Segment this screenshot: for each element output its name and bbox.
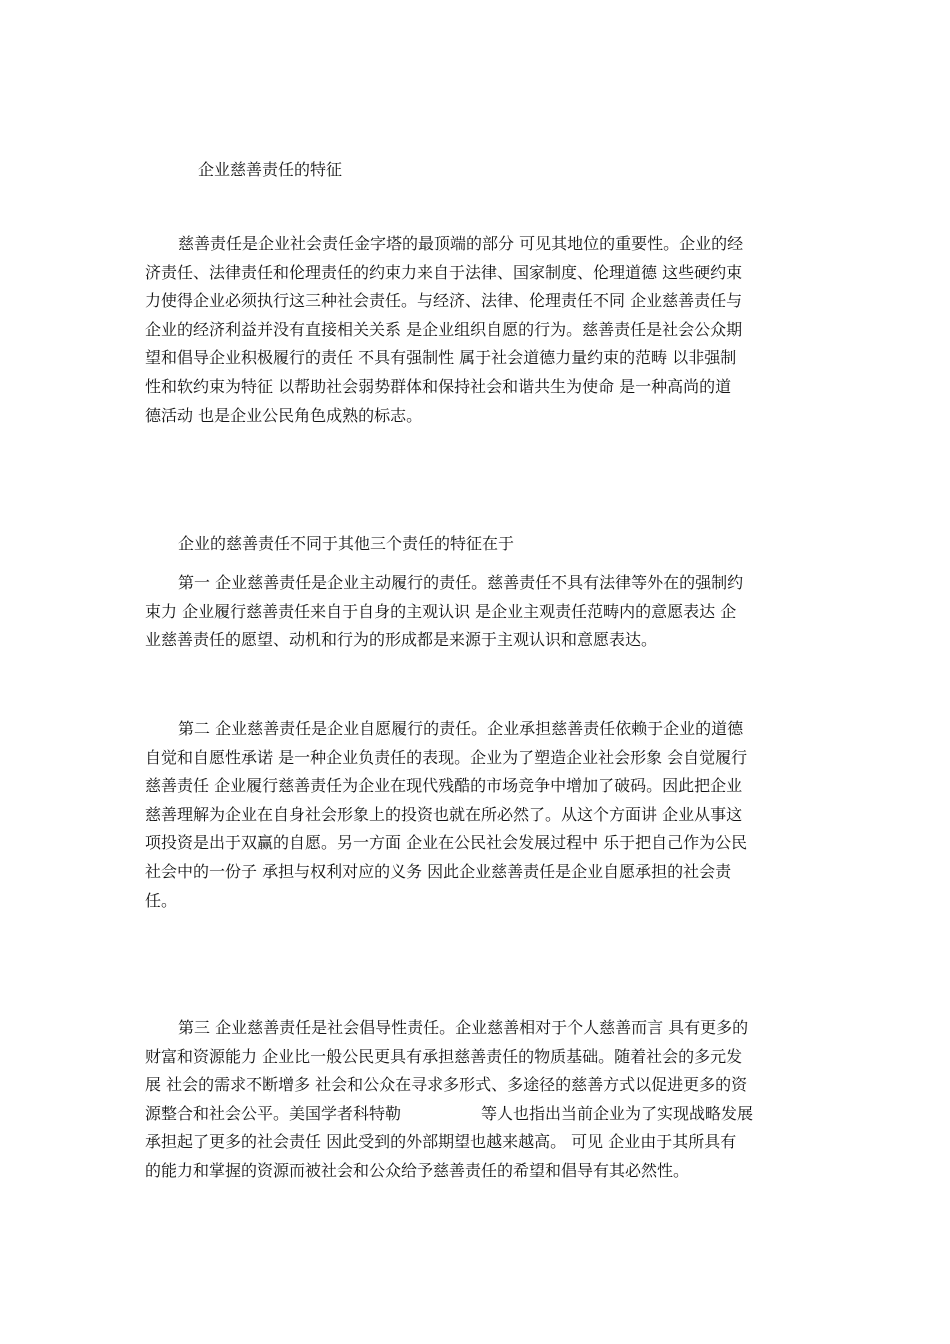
- paragraph-line: 慈善责任 企业履行慈善责任为企业在现代残酷的市场竞争中增加了破码。因此把企业: [145, 776, 743, 796]
- paragraph-2: [145, 569, 811, 655]
- paragraph-line: 任。: [145, 890, 178, 910]
- paragraph-line: 望和倡导企业积极履行的责任 不具有强制性 属于社会道德力量约束的范畴 以非强制: [145, 348, 737, 368]
- paragraph-line: 自觉和自愿性承诺 是一种企业负责任的表现。企业为了塑造企业社会形象 会自觉履行: [145, 747, 748, 767]
- paragraph-line: 财富和资源能力 企业比一般公民更具有承担慈善责任的物质基础。随着社会的多元发: [145, 1046, 743, 1066]
- paragraph-line: 慈善责任是企业社会责任金字塔的最顶端的部分 可见其地位的重要性。企业的经: [178, 234, 744, 253]
- paragraph-line: 企业的慈善责任不同于其他三个责任的特征在于: [178, 534, 515, 553]
- paragraph-line: 社会中的一份子 承担与权利对应的义务 因此企业慈善责任是企业自愿承担的社会责: [145, 861, 732, 881]
- paragraph-1: [145, 230, 811, 430]
- paragraph-line: 第一 企业慈善责任是企业主动履行的责任。慈善责任不具有法律等外在的强制约: [178, 573, 744, 592]
- paragraph-line: 展 社会的需求不断增多 社会和公众在寻求多形式、多途径的慈善方式以促进更多的资: [145, 1075, 748, 1095]
- paragraph-4: [145, 1014, 811, 1186]
- paragraph-line: 承担起了更多的社会责任 因此受到的外部期望也越来越高。 可见 企业由于其所具有: [145, 1132, 737, 1152]
- paragraph-line: 济责任、法律责任和伦理责任的约束力来自于法律、国家制度、伦理道德 这些硬约束: [145, 262, 743, 282]
- paragraph-line: 第三 企业慈善责任是社会倡导性责任。企业慈善相对于个人慈善而言 具有更多的: [178, 1018, 749, 1037]
- paragraph-3: [145, 715, 811, 915]
- paragraph-line: 项投资是出于双赢的自愿。另一方面 企业在公民社会发展过程中 乐于把自己作为公民: [145, 833, 748, 853]
- paragraph-line: 力使得企业必须执行这三种社会责任。与经济、法律、伦理责任不同 企业慈善责任与: [145, 291, 743, 311]
- paragraph-line: 德活动 也是企业公民角色成熟的标志。: [145, 405, 423, 425]
- paragraph-line: 业慈善责任的愿望、动机和行为的形成都是来源于主观认识和意愿表达。: [145, 630, 658, 650]
- paragraph-line: 性和软约束为特征 以帮助社会弱势群体和保持社会和谐共生为使命 是一种高尚的道: [145, 376, 732, 396]
- intro-line: [145, 530, 811, 559]
- paragraph-line: 第二 企业慈善责任是企业自愿履行的责任。企业承担慈善责任依赖于企业的道德: [178, 719, 744, 738]
- paragraph-line: 的能力和掌握的资源而被社会和公众给予慈善责任的希望和倡导有其必然性。: [145, 1160, 690, 1180]
- document-title: 企业慈善责任的特征: [198, 160, 343, 179]
- paragraph-line: 企业的经济利益并没有直接相关关系 是企业组织自愿的行为。慈善责任是社会公众期: [145, 319, 743, 339]
- paragraph-line: 束力 企业履行慈善责任来自于自身的主观认识 是企业主观责任范畴内的意愿表达 企: [145, 601, 737, 621]
- paragraph-line: [145, 1100, 811, 1129]
- paragraph-line-tail: 等人也指出当前企业为了实现战略发展: [481, 1103, 754, 1123]
- paragraph-line: 慈善理解为企业在自身社会形象上的投资也就在所必然了。从这个方面讲 企业从事这: [145, 804, 743, 824]
- paragraph-line-head: 源整合和社会公平。美国学者科特勒: [145, 1103, 402, 1123]
